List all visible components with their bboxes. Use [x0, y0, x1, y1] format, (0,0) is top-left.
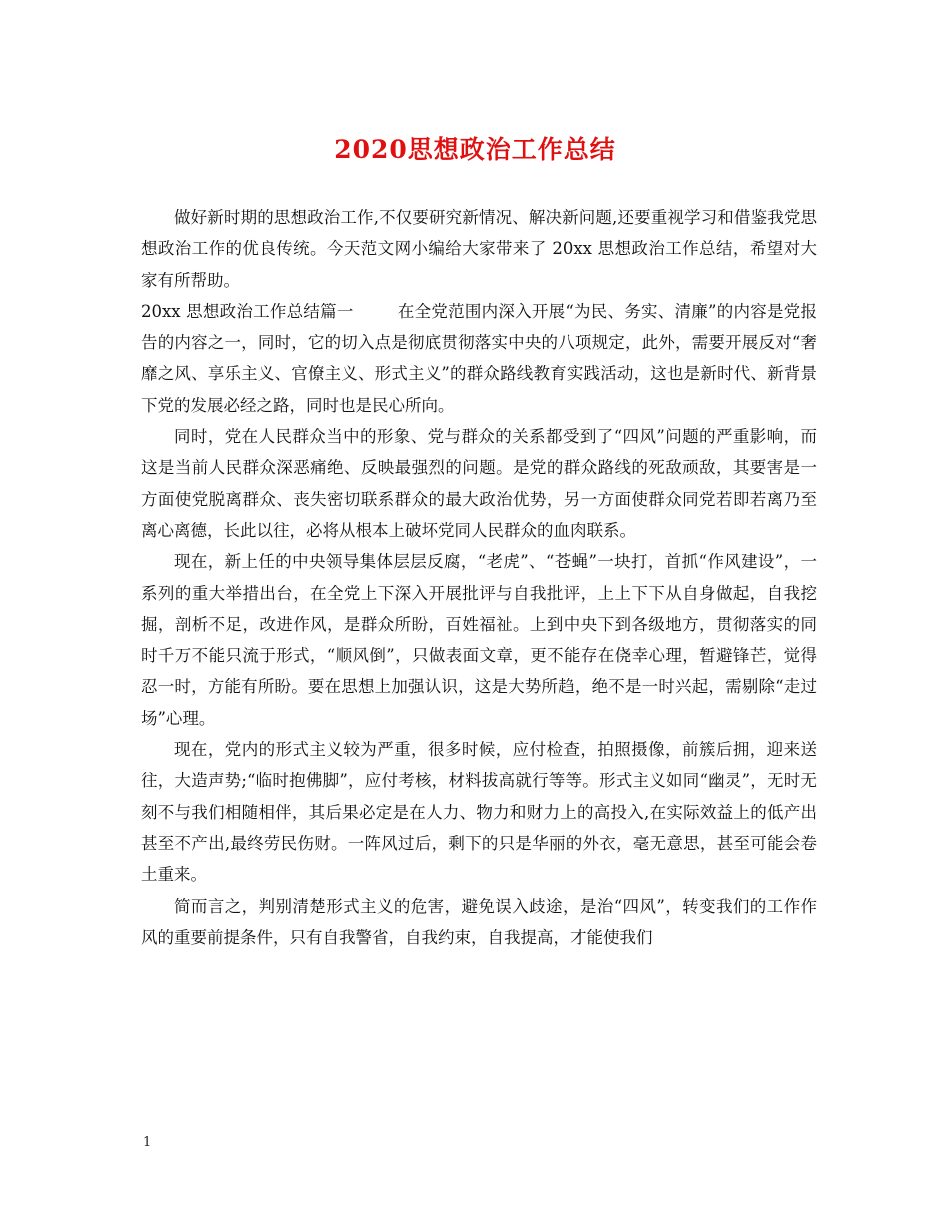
- body-paragraph: 简而言之，判别清楚形式主义的危害，避免误入歧途，是治“四风”，转变我们的工作作风的重要前提条件，只有自我警省，自我约束，自我提高，才能使我们: [141, 896, 817, 947]
- body-paragraph: 同时，党在人民群众当中的形象、党与群众的关系都受到了“四风”问题的严重影响，而这是当前人民群众深恶痛绝、反映最强烈的问题。是党的群众路线的死敌顽敌，其要害是一方面使党脱离群众、丧失密切联系群众的最大政治优势，另一方面使群众同党若即若离乃至离心离德，长此以往，必将从根本上破坏党同人民群众的血肉联系。: [141, 427, 817, 540]
- section-first-paragraph-text: 在全党范围内深入开展“为民、务实、清廉”的内容是党报告的内容之一，同时，它的切入点是彻底贯彻落实中央的八项规定，此外，需要开展反对“奢靡之风、享乐主义、官僚主义、形式主义”的群众路线教育实践活动，这也是新时代、新背景下党的发展必经之路，同时也是民心所向。: [141, 301, 817, 415]
- intro-paragraph: 做好新时期的思想政治工作,不仅要研究新情况、解决新问题,还要重视学习和借鉴我党思想政治工作的优良传统。今天范文网小编给大家带来了 20xx 思想政治工作总结，希望对大家有所帮助。: [141, 208, 817, 290]
- document-title: 2020思想政治工作总结: [334, 135, 616, 164]
- section-heading: 20xx 思想政治工作总结篇一: [141, 301, 354, 321]
- body-paragraph: 现在，新上任的中央领导集体层层反腐，“老虎”、“苍蝇”一块打，首抓“作风建设”，一系列的重大举措出台，在全党上下深入开展批评与自我批评，上上下下从自身做起，自我挖掘，剖析不足，改进作风，是群众所盼，百姓福祉。上到中央下到各级地方，贯彻落实的同时千万不能只流于形式，“顺风倒”，只做表面文章，更不能存在侥幸心理，暂避锋芒，觉得忍一时，方能有所盼。要在思想上加强认识，这是大势所趋，绝不是一时兴起，需剔除“走过场”心理。: [141, 552, 817, 728]
- section-paragraph: [141, 296, 817, 421]
- page-number: 1: [143, 1135, 152, 1150]
- body-paragraph: 现在，党内的形式主义较为严重，很多时候，应付检查，拍照摄像，前簇后拥，迎来送往，大造声势;“临时抱佛脚”，应付考核，材料拔高就行等等。形式主义如同“幽灵”，无时无刻不与我们相随相伴，其后果必定是在人力、物力和财力上的高投入,在实际效益上的低产出甚至不产出,最终劳民伤财。一阵风过后，剩下的只是华丽的外衣，毫无意思，甚至可能会卷土重来。: [141, 740, 817, 885]
- document-body: [141, 202, 817, 953]
